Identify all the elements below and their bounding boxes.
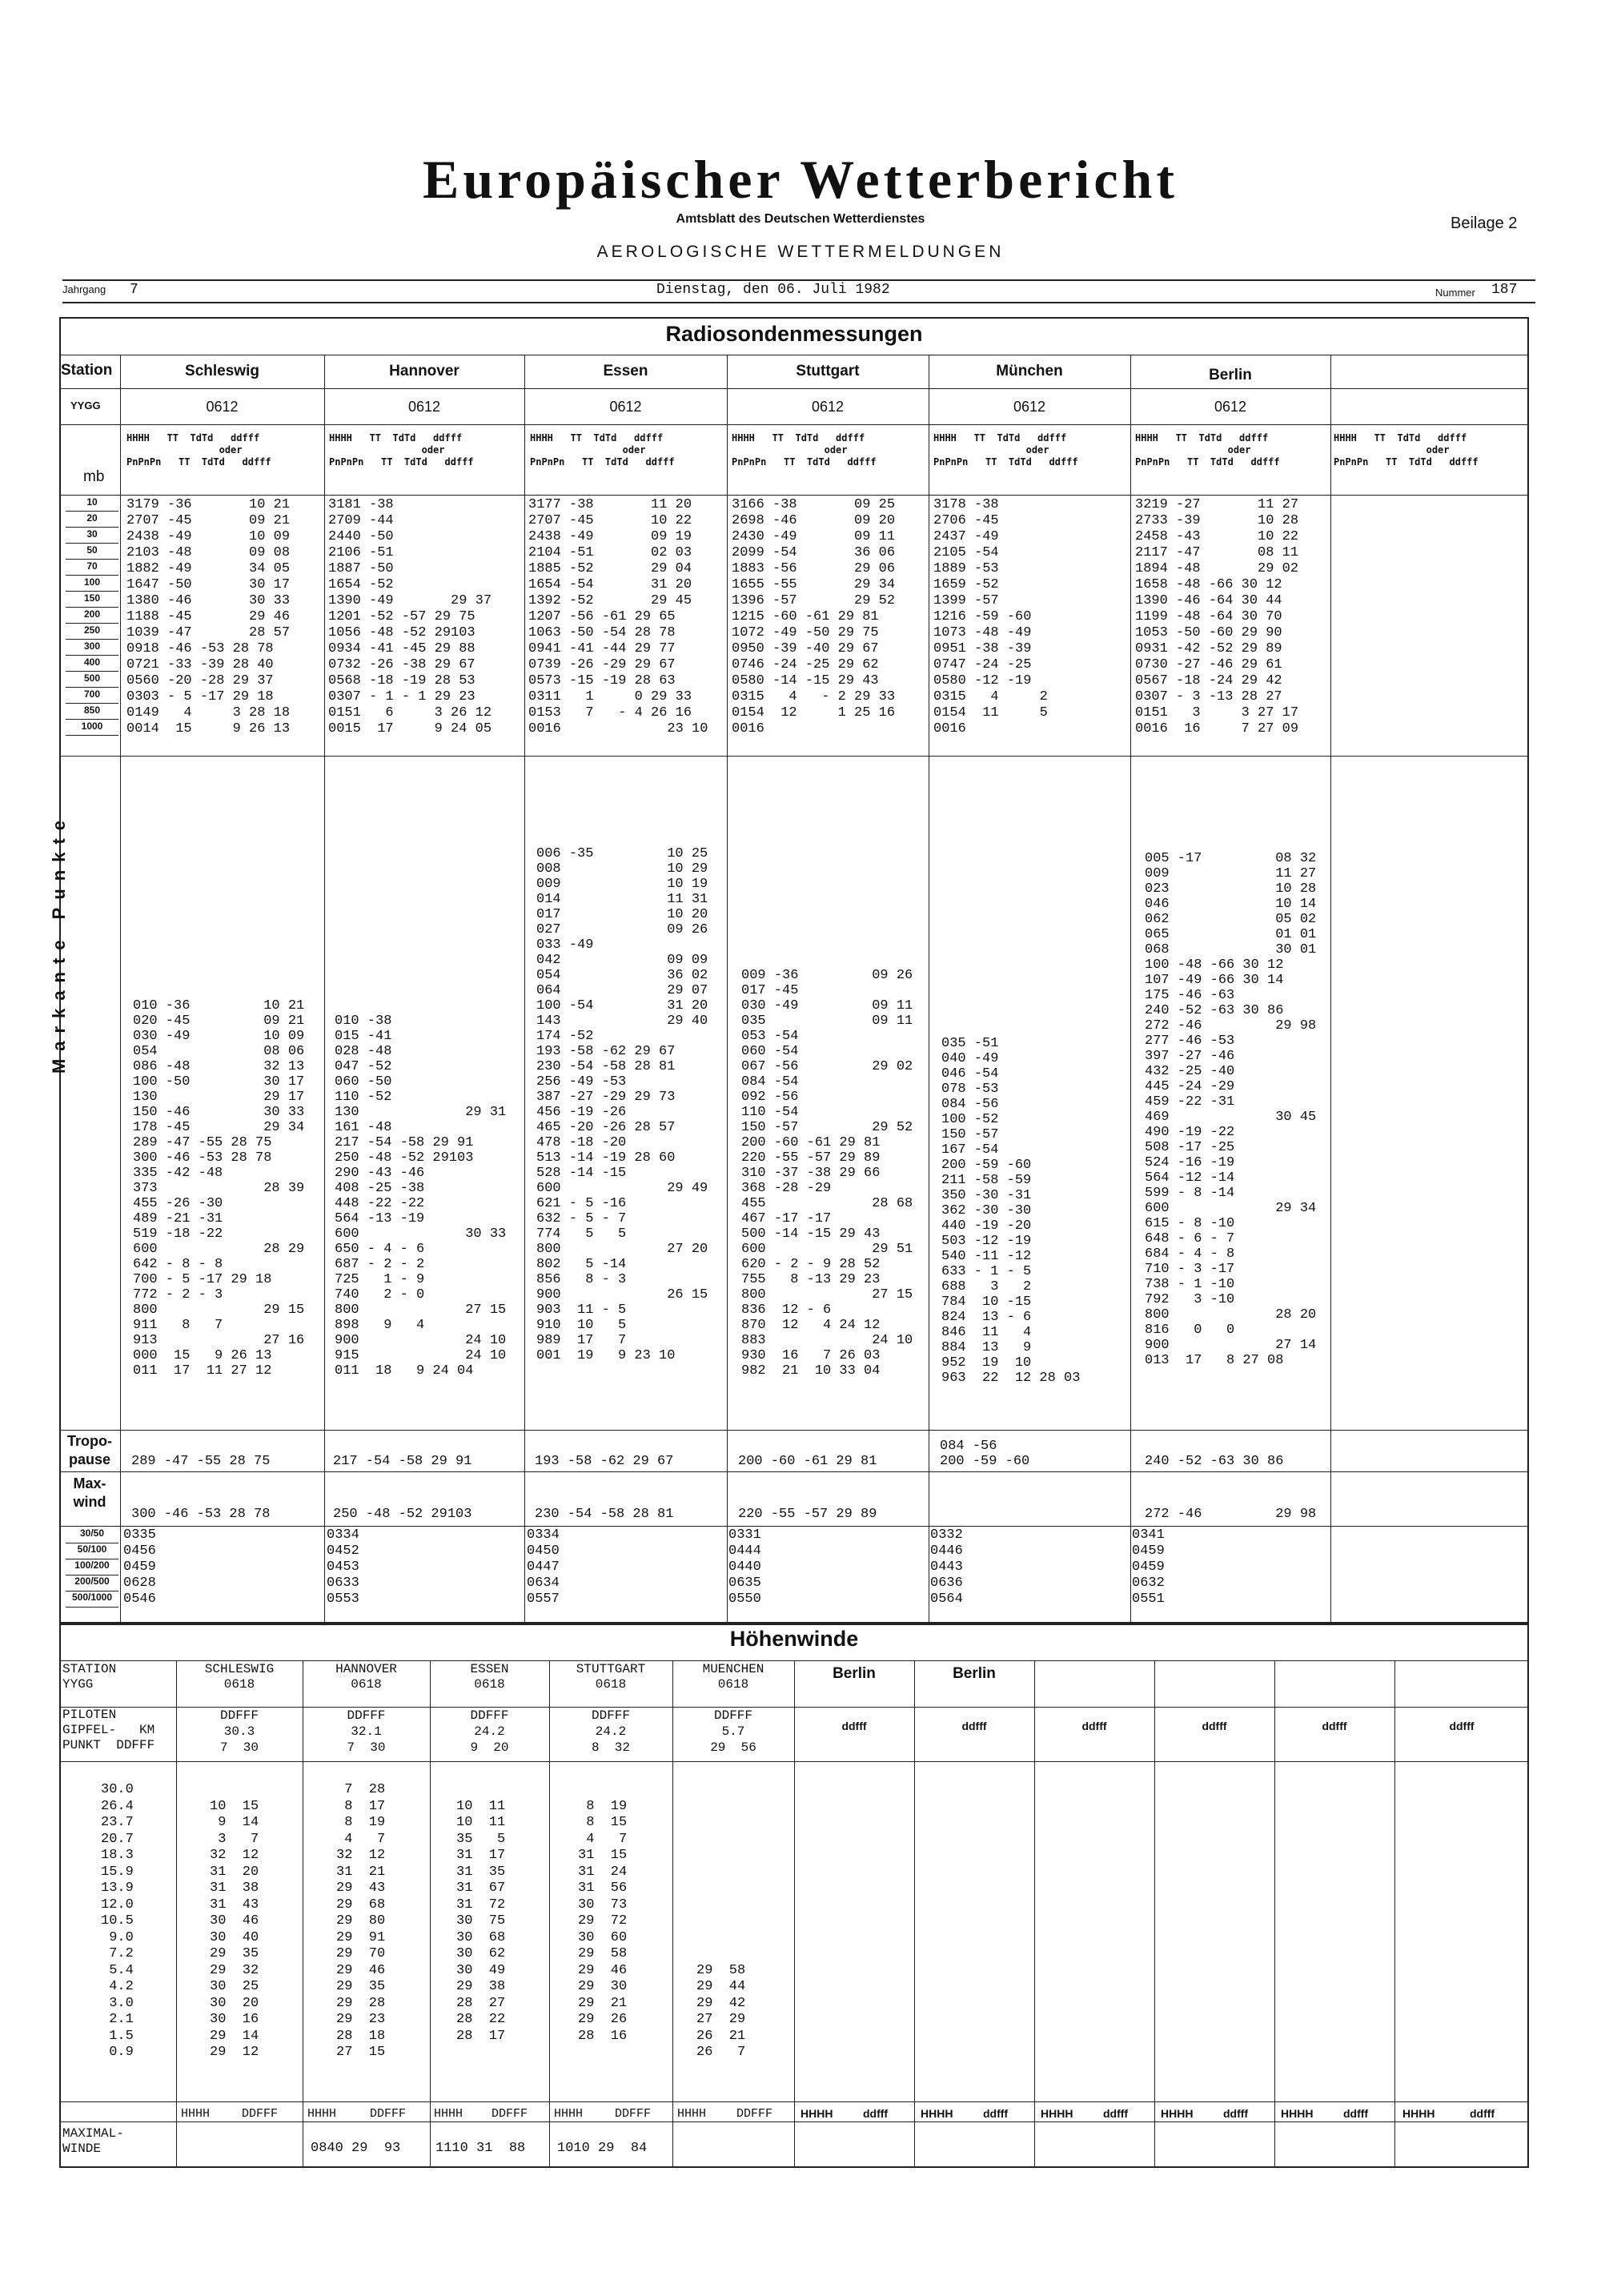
col-header: HHHH TT TdTd ddfff oder PnPnPn TT TdTd ddfff: [329, 432, 474, 468]
hw-ddfff: DDFFF: [615, 2107, 652, 2121]
hw-extra-ddfff: ddfff: [1103, 2107, 1129, 2120]
jahrgang-label: Jahrgang: [62, 283, 106, 295]
hw-values-hannover: 7 28 8 17 8 19 4 7 32 12 31 21 29 43 29 68 29 80 29 91 29 70 29 46 29 35 29 28 29 23 28 18 27 15: [336, 1782, 386, 2060]
hw-hhhh: HHHH: [800, 2107, 833, 2120]
mandatory-schleswig: 3179 -36 10 21 2707 -45 09 21 2438 -49 10 09 2103 -48 09 08 1882 -49 34 05 1647 -50 30 17 1380 -46 30 33 1188 -45 29 46 1039 -47 28 57 0918 -46 -53 28 78 0721 -33 -39 28 40 0560 -20 -28 29 37 0303 - 5 -17 29 18 0149 4 3 28 18 0014 15 9 26 13: [126, 497, 291, 737]
shear-label: 500/1000: [66, 1592, 118, 1608]
station-stuttgart: Stuttgart: [796, 363, 860, 379]
level-100: 100: [66, 576, 118, 592]
station-muenchen: München: [996, 363, 1063, 379]
yygg-muenchen: 0612: [1013, 399, 1046, 415]
marker-berlin: 005 -17 08 32 009 11 27 023 10 28 046 10 14 062 05 02 065 01 01 068 30 01 100 -48 -66 30 12 107 -49 -66 30 14 175 -46 -63 240 -52 -63 30 86 272 -46 29 98 277 -46 -53 397 -27 -46 432 -25 -40 445 -24 -29 459 -22 -31 469 30 45 490 -19 -22 508 -17 -25 524 -16 -19 564 -12 -14 599 - 8 -14 600 29 34 615 - 8 -10 648 - 6 - 7 684 - 4 - 8 710 - 3 -17 738 - 1 -10 792 3 -10 800 28 20 816 0 0 900 27 14 013 17 8 27 08: [1145, 851, 1317, 1368]
col-divider: [794, 1660, 795, 2168]
level-300: 300: [66, 640, 118, 656]
hw-gipfel: 24.2: [474, 1724, 505, 1739]
hw-station-muenchen: MUENCHEN: [702, 1662, 764, 1676]
marker-essen: 006 -35 10 25 008 10 29 009 10 19 014 11 31 017 10 20 027 09 26 033 -49 042 09 09 054 36 02 064 29 07 100 -54 31 20 143 29 40 174 -52 193 -58 -62 29 67 230 -54 -58 28 81 256 -49 -53 387 -27 -29 29 73 456 -19 -26 465 -20 -26 28 57 478 -18 -20 513 -14 -19 28 60 528 -14 -15 600 29 49 621 - 5 -16 632 - 5 - 7 774 5 5 800 27 20 802 5 -14 856 8 - 3 900 26 15 903 11 - 5 910 10 5 989 17 7 001 19 9 23 10: [536, 846, 708, 1363]
tropo-essen: 193 -58 -62 29 67: [535, 1454, 674, 1469]
hw-values-muenchen: 29 58 29 44 29 42 27 29 26 21 26 7: [696, 1962, 746, 2060]
col-divider: [1394, 1660, 1395, 2168]
level-250: 250: [66, 624, 118, 640]
yygg-schleswig: 0612: [206, 399, 239, 415]
hw-extra-ddfff: ddfff: [1449, 1720, 1475, 1732]
header-rule-bottom: [62, 302, 1535, 303]
hoehenwinde-title: Höhenwinde: [729, 1627, 859, 1651]
mb-label: mb: [83, 468, 105, 485]
hw-ddfff-label: DDFFF: [347, 1708, 386, 1723]
subtitle: Amtsblatt des Deutschen Wetterdienstes: [676, 212, 925, 226]
hw-gipfel: 24.2: [595, 1724, 627, 1739]
level-70: 70: [66, 560, 118, 576]
hw-hhhh: HHHH: [434, 2107, 463, 2121]
col-header: HHHH TT TdTd ddfff oder PnPnPn TT TdTd ddfff: [530, 432, 675, 468]
hw-ddfff: DDFFF: [736, 2107, 773, 2121]
header-rule-top: [62, 279, 1535, 281]
col-divider: [524, 355, 525, 1625]
hw-station-essen: ESSEN: [470, 1662, 509, 1676]
rule: [59, 424, 1529, 425]
hw-hhhh: HHHH: [921, 2107, 953, 2120]
hw-maxwind-essen: 1110 31 88: [435, 2141, 526, 2156]
page-title: Europäischer Wetterbericht: [422, 149, 1178, 210]
rule: [59, 388, 1529, 389]
marker-schleswig: 010 -36 10 21 020 -45 09 21 030 -49 10 09 054 08 06 086 -48 32 13 100 -50 30 17 130 29 17 150 -46 30 33 178 -45 29 34 289 -47 -55 28 75 300 -46 -53 28 78 335 -42 -48 373 28 39 455 -26 -30 489 -21 -31 519 -18 -22 600 28 29 642 - 8 - 8 700 - 5 -17 29 18 772 - 2 - 3 800 29 15 911 8 7 913 27 16 000 15 9 26 13 011 17 11 27 12: [133, 998, 305, 1379]
nummer-value: 187: [1491, 282, 1518, 298]
marker-hannover: 010 -38 015 -41 028 -48 047 -52 060 -50 110 -52 130 29 31 161 -48 217 -54 -58 29 91 250 -48 -52 29103 290 -43 -46 408 -25 -38 448 -22 -22 564 -13 -19 600 30 33 650 - 4 - 6 687 - 2 - 2 725 1 - 9 740 2 - 0 800 27 15 898 9 4 900 24 10 915 24 10 011 18 9 24 04: [335, 1014, 507, 1379]
yygg-essen: 0612: [609, 399, 642, 415]
mandatory-berlin: 3219 -27 11 27 2733 -39 10 28 2458 -43 10 22 2117 -47 08 11 1894 -48 29 02 1658 -48 -66 30 12 1390 -46 -64 30 44 1199 -48 -64 30 70 1053 -50 -60 29 90 0931 -42 -52 29 89 0730 -27 -46 29 61 0567 -18 -24 29 42 0307 - 3 -13 28 27 0151 3 3 27 17 0016 16 7 27 09: [1135, 497, 1299, 737]
shear-muenchen: 0332 0446 0443 0636 0564: [930, 1527, 963, 1607]
hw-punkt: 9 20: [470, 1740, 509, 1755]
hw-hhhh: HHHH: [1281, 2107, 1314, 2120]
level-200: 200: [66, 608, 118, 624]
hw-punkt: 7 30: [219, 1740, 259, 1755]
marker-stuttgart: 009 -36 09 26 017 -45 030 -49 09 11 035 09 11 053 -54 060 -54 067 -56 29 02 084 -54 092 -56 110 -54 150 -57 29 52 200 -60 -61 29 81 220 -55 -57 29 89 310 -37 -38 29 66 368 -28 -29 455 28 68 467 -17 -17 500 -14 -15 29 43 600 29 51 620 - 2 - 9 28 52 755 8 -13 29 23 800 27 15 836 12 - 6 870 12 4 24 12 883 24 10 930 16 7 26 03 982 21 10 33 04: [741, 968, 913, 1379]
maxwind-hannover: 250 -48 -52 29103: [333, 1507, 472, 1522]
hw-yygg: 0618: [223, 1677, 255, 1692]
station-label: Station: [61, 362, 113, 379]
hw-values-essen: 10 11 10 11 35 5 31 17 31 35 31 67 31 72 30 75 30 68 30 62 30 49 29 38 28 27 28 22 28 17: [456, 1798, 506, 2044]
hw-extra-ddfff: ddfff: [1470, 2107, 1495, 2120]
hw-yygg: 0618: [595, 1677, 627, 1692]
hw-gipfel: 5.7: [721, 1724, 745, 1739]
level-400: 400: [66, 656, 118, 672]
col-divider: [1154, 1660, 1155, 2168]
hw-left-labels: STATION YYGG PILOTEN GIPFEL- KM PUNKT DDFFF: [62, 1662, 155, 1752]
station-berlin: Berlin: [1209, 367, 1252, 383]
tropo-muenchen: 084 -56 200 -59 -60: [940, 1439, 1030, 1469]
hw-punkt: 7 30: [347, 1740, 386, 1755]
station-hannover: Hannover: [389, 363, 459, 379]
marker-muenchen: 035 -51 040 -49 046 -54 078 -53 084 -56 100 -52 150 -57 167 -54 200 -59 -60 211 -58 -59 350 -30 -31 362 -30 -30 440 -19 -20 503 -12 -19 540 -11 -12 633 - 1 - 5 688 3 2 784 10 -15 824 13 - 6 846 11 4 884 13 9 952 19 10 963 22 12 28 03: [941, 1036, 1081, 1386]
hw-yygg: 0618: [474, 1677, 505, 1692]
hw-ddfff-label: DDFFF: [713, 1708, 752, 1723]
tropo-schleswig: 289 -47 -55 28 75: [131, 1454, 271, 1469]
level-500: 500: [66, 672, 118, 688]
nummer-label: Nummer: [1435, 287, 1475, 299]
hw-punkt: 29 56: [710, 1740, 756, 1755]
rule: [59, 1430, 1529, 1431]
station-schleswig: Schleswig: [185, 363, 259, 379]
rule: [59, 756, 1529, 757]
hw-ddfff-label: DDFFF: [219, 1708, 259, 1723]
beilage-label: Beilage 2: [1451, 215, 1518, 232]
shear-schleswig: 0335 0456 0459 0628 0546: [123, 1527, 156, 1607]
section-heading: AEROLOGISCHE WETTERMELDUNGEN: [596, 243, 1005, 261]
col-divider: [727, 355, 728, 1625]
rule: [59, 1526, 1529, 1527]
hw-heights: 30.0 26.4 23.7 20.7 18.3 15.9 13.9 12.0 10.5 9.0 7.2 5.4 4.2 3.0 2.1 1.5 0.9: [101, 1782, 134, 2060]
mandatory-muenchen: 3178 -38 2706 -45 2437 -49 2105 -54 1889 -53 1659 -52 1399 -57 1216 -59 -60 1073 -48 -49 0951 -38 -39 0747 -24 -25 0580 -12 -19 0315 4 2 0154 11 5 0016: [933, 497, 1048, 737]
rule: [59, 495, 1529, 496]
hw-extra-ddfff: ddfff: [1223, 2107, 1249, 2120]
col-header: HHHH TT TdTd ddfff oder PnPnPn TT TdTd ddfff: [933, 432, 1078, 468]
hw-extra-ddfff: ddfff: [961, 1720, 987, 1732]
hw-ddfff-label: DDFFF: [591, 1708, 630, 1723]
level-30: 30: [66, 528, 118, 544]
rule: [59, 1471, 1529, 1472]
shear-hannover: 0334 0452 0453 0633 0553: [327, 1527, 359, 1607]
hw-hhhh: HHHH: [307, 2107, 337, 2121]
level-20: 20: [66, 512, 118, 528]
mandatory-hannover: 3181 -38 2709 -44 2440 -50 2106 -51 1887 -50 1654 -52 1390 -49 29 37 1201 -52 -57 29 75 1056 -48 -52 29103 0934 -41 -45 29 88 0732 -26 -38 29 67 0568 -18 -19 28 53 0307 - 1 - 1 29 23 0151 6 3 26 12 0015 17 9 24 05: [328, 497, 492, 737]
maxwind-label: Max- wind: [73, 1475, 106, 1510]
col-divider: [324, 355, 325, 1625]
maxwind-essen: 230 -54 -58 28 81: [535, 1507, 674, 1522]
hw-ddfff-label: DDFFF: [470, 1708, 509, 1723]
yygg-berlin: 0612: [1214, 399, 1247, 415]
shear-label: 30/50: [66, 1527, 118, 1543]
hw-hhhh: HHHH: [1161, 2107, 1194, 2120]
yygg-label: YYGG: [70, 399, 101, 411]
hw-extra-ddfff: ddfff: [841, 1720, 867, 1732]
tropo-berlin: 240 -52 -63 30 86: [1145, 1454, 1284, 1469]
col-header: HHHH TT TdTd ddfff oder PnPnPn TT TdTd ddfff: [126, 432, 271, 468]
hw-yygg: 0618: [351, 1677, 382, 1692]
col-header: HHHH TT TdTd ddfff oder PnPnPn TT TdTd ddfff: [1334, 432, 1479, 468]
hw-hhhh: HHHH: [554, 2107, 584, 2121]
hw-ddfff: DDFFF: [492, 2107, 528, 2121]
hw-yygg: 0618: [717, 1677, 749, 1692]
mandatory-essen: 3177 -38 11 20 2707 -45 10 22 2438 -49 09 19 2104 -51 02 03 1885 -52 29 04 1654 -54 31 20 1392 -52 29 45 1207 -56 -61 29 65 1063 -50 -54 28 78 0941 -41 -44 29 77 0739 -26 -29 29 67 0573 -15 -19 28 63 0311 1 0 29 33 0153 7 - 4 26 16 0016 23 10: [528, 497, 708, 737]
col-header: HHHH TT TdTd ddfff oder PnPnPn TT TdTd ddfff: [1135, 432, 1280, 468]
level-850: 850: [66, 704, 118, 720]
hw-gipfel: 32.1: [351, 1724, 382, 1739]
hw-station-stuttgart: STUTTGART: [576, 1662, 646, 1676]
col-divider: [1034, 1660, 1035, 2168]
maxwind-berlin: 272 -46 29 98: [1145, 1507, 1317, 1522]
hw-values-schleswig: 10 15 9 14 3 7 32 12 31 20 31 38 31 43 30 46 30 40 29 35 29 32 30 25 30 20 30 16 29 14 29 12: [210, 1798, 259, 2060]
hw-extra-ddfff: ddfff: [1343, 2107, 1369, 2120]
col-divider: [1330, 355, 1331, 1625]
col-header: HHHH TT TdTd ddfff oder PnPnPn TT TdTd ddfff: [732, 432, 877, 468]
radiosonde-title: Radiosondenmessungen: [665, 322, 923, 346]
col-divider: [1274, 1660, 1275, 2168]
mandatory-stuttgart: 3166 -38 09 25 2698 -46 09 20 2430 -49 09 11 2099 -54 36 06 1883 -56 29 06 1655 -55 29 34 1396 -57 29 52 1215 -60 -61 29 81 1072 -49 -50 29 75 0950 -39 -40 29 67 0746 -24 -25 29 62 0580 -14 -15 29 43 0315 4 - 2 29 33 0154 12 1 25 16 0016: [732, 497, 896, 737]
shear-essen: 0334 0450 0447 0634 0557: [527, 1527, 560, 1607]
hw-hhhh: HHHH: [1041, 2107, 1073, 2120]
hw-ddfff: DDFFF: [242, 2107, 279, 2121]
hw-maxwind-label: MAXIMAL- WINDE: [62, 2126, 124, 2156]
tropopause-label: Tropo- pause: [67, 1433, 112, 1467]
hw-extra-ddfff: ddfff: [1202, 1720, 1227, 1732]
hw-hhhh: HHHH: [1402, 2107, 1435, 2120]
level-700: 700: [66, 688, 118, 704]
hw-values-stuttgart: 8 19 8 15 4 7 31 15 31 24 31 56 30 73 29 72 30 60 29 58 29 46 29 30 29 21 29 26 28 16: [578, 1798, 628, 2044]
hw-hhhh: HHHH: [677, 2107, 707, 2121]
col-divider: [914, 1660, 915, 2168]
hw-gipfel: 30.3: [223, 1724, 255, 1739]
maxwind-schleswig: 300 -46 -53 28 78: [131, 1507, 271, 1522]
tropo-stuttgart: 200 -60 -61 29 81: [738, 1454, 877, 1469]
hw-ddfff: DDFFF: [370, 2107, 407, 2121]
hw-extra-ddfff: ddfff: [1322, 1720, 1347, 1732]
hw-extra-ddfff: ddfff: [863, 2107, 889, 2120]
hw-extra-ddfff: ddfff: [983, 2107, 1009, 2120]
hw-extra-station: Berlin: [833, 1665, 876, 1682]
col-divider: [120, 355, 121, 1625]
shear-label: 200/500: [66, 1575, 118, 1592]
level-150: 150: [66, 592, 118, 608]
hw-extra-ddfff: ddfff: [1081, 1720, 1107, 1732]
level-50: 50: [66, 544, 118, 560]
hw-station-schleswig: SCHLESWIG: [204, 1662, 275, 1676]
issue-date: Dienstag, den 06. Juli 1982: [656, 282, 890, 298]
shear-label: 100/200: [66, 1559, 118, 1575]
col-divider: [1130, 355, 1131, 1625]
hw-maxwind-hannover: 0840 29 93: [311, 2141, 401, 2156]
station-essen: Essen: [603, 363, 648, 379]
hw-extra-station: Berlin: [953, 1665, 996, 1682]
level-1000: 1000: [66, 721, 118, 736]
shear-label: 50/100: [66, 1543, 118, 1559]
yygg-stuttgart: 0612: [811, 399, 845, 415]
hw-maxwind-stuttgart: 1010 29 84: [557, 2141, 648, 2156]
hw-hhhh: HHHH: [181, 2107, 211, 2121]
jahrgang-value: 7: [130, 282, 138, 298]
shear-berlin: 0341 0459 0459 0632 0551: [1132, 1527, 1165, 1607]
maxwind-stuttgart: 220 -55 -57 29 89: [738, 1507, 877, 1522]
hw-punkt: 8 32: [591, 1740, 630, 1755]
shear-stuttgart: 0331 0444 0440 0635 0550: [728, 1527, 761, 1607]
level-10: 10: [66, 496, 118, 512]
yygg-hannover: 0612: [407, 399, 441, 415]
hw-station-hannover: HANNOVER: [335, 1662, 397, 1676]
tropo-hannover: 217 -54 -58 29 91: [333, 1454, 472, 1469]
